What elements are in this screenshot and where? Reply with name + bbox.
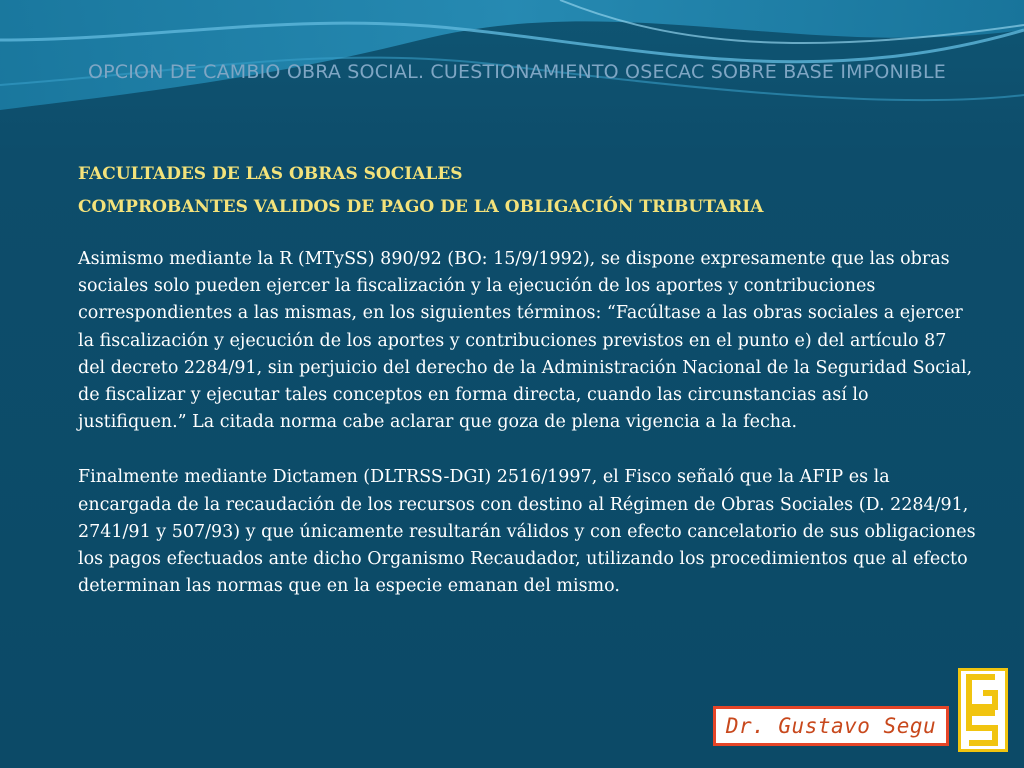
paragraph-1: Asimismo mediante la R (MTySS) 890/92 (BO: 15/9/1992), se dispone expresamente que las obras sociales solo pueden ejercer la fiscalización y la ejecución de los aportes y contribuciones correspondientes a las mismas, en los siguientes términos: “Facúltase a las obras sociales a ejercer la fiscalización y ejecución de los aportes y contribuciones previstos en el punto e) del artículo 87 del decreto 2284/91, sin perjuicio del derecho de la Administración Nacional de la Seguridad Social, de fiscalizar y ejecutar tales conceptos en forma directa, cuando las circunstancias así lo justifiquen.” La citada norma cabe aclarar que goza de plena vigencia a la fecha. <box>78 249 973 433</box>
paragraph-2: Finalmente mediante Dictamen (DLTRSS-DGI) 2516/1997, el Fisco señaló que la AFIP es la encargada de la recaudación de los recursos con destino al Régimen de Obras Sociales (D. 2284/91, 2741/91 y 507/93) y que únicamente resultarán válidos y con efecto cancelatorio de sus obligaciones los pagos efectuados ante dicho Organismo Recaudador, utilizando los procedimientos que al efecto determinan las normas que en la especie emanan del mismo. <box>78 467 976 597</box>
slide-title: OPCION DE CAMBIO OBRA SOCIAL. CUESTIONAMIENTO OSECAC SOBRE BASE IMPONIBLE <box>87 61 946 83</box>
section-heading-2: COMPROBANTES VALIDOS DE PAGO DE LA OBLIGACIÓN TRIBUTARIA <box>78 197 764 217</box>
author-signature-text: Dr. Gustavo Segu <box>725 714 937 738</box>
gs-logo-glyph <box>961 671 1005 749</box>
slide-content <box>78 158 978 600</box>
gs-logo <box>958 668 1008 752</box>
section-heading-1: FACULTADES DE LAS OBRAS SOCIALES <box>78 164 463 184</box>
author-signature-badge <box>713 706 949 746</box>
